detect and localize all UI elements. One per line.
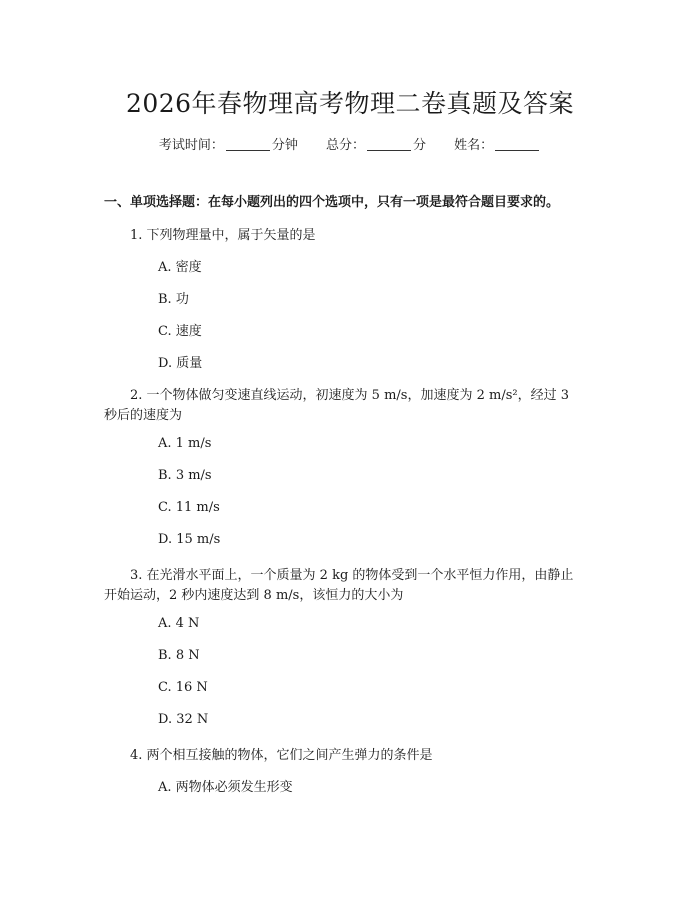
question-3-option-d: D. 32 N: [158, 712, 209, 727]
question-1-option-b: B. 功: [158, 292, 189, 307]
name-label: 姓名：: [454, 138, 494, 153]
question-3-option-b: B. 8 N: [158, 648, 200, 663]
question-2-stem-continued: 秒后的速度为: [104, 408, 183, 423]
exam-time-unit: 分钟: [271, 138, 298, 153]
question-2-option-a: A. 1 m/s: [158, 436, 212, 451]
question-2-option-b: B. 3 m/s: [158, 468, 212, 483]
question-3-stem-continued: 开始运动，2 秒内速度达到 8 m/s，该恒力的大小为: [104, 588, 404, 603]
question-2-option-d: D. 15 m/s: [158, 532, 221, 547]
total-score-blank: [367, 138, 411, 151]
question-4-option-a: A. 两物体必须发生形变: [158, 780, 293, 795]
question-1-option-d: D. 质量: [158, 356, 203, 371]
exam-time-field: [159, 134, 298, 153]
exam-time-blank: [226, 138, 270, 151]
question-1-option-a: A. 密度: [158, 260, 202, 275]
question-4-stem: 4. 两个相互接触的物体，它们之间产生弹力的条件是: [130, 748, 433, 763]
exam-meta: [0, 134, 700, 153]
total-score-label: 总分：: [325, 138, 365, 153]
exam-time-label: 考试时间：: [158, 138, 224, 153]
question-2-stem: 2. 一个物体做匀变速直线运动，初速度为 5 m/s，加速度为 2 m/s²，经过 3: [130, 388, 569, 403]
question-3-option-a: A. 4 N: [158, 616, 200, 631]
question-1-stem: 1. 下列物理量中，属于矢量的是: [130, 228, 316, 243]
question-2-option-c: C. 11 m/s: [158, 500, 220, 515]
total-score-unit: 分: [413, 138, 427, 153]
name-field: [454, 134, 541, 153]
total-score-field: [326, 134, 426, 153]
question-3-option-c: C. 16 N: [158, 680, 208, 695]
exam-title: 2026年春物理高考物理二卷真题及答案: [125, 89, 575, 118]
question-3-stem: 3. 在光滑水平面上，一个质量为 2 kg 的物体受到一个水平恒力作用，由静止: [130, 568, 574, 583]
question-1-option-c: C. 速度: [158, 324, 202, 339]
section-heading: 一、单项选择题：在每小题列出的四个选项中，只有一项是最符合题目要求的。: [104, 195, 560, 210]
name-blank: [495, 138, 539, 151]
